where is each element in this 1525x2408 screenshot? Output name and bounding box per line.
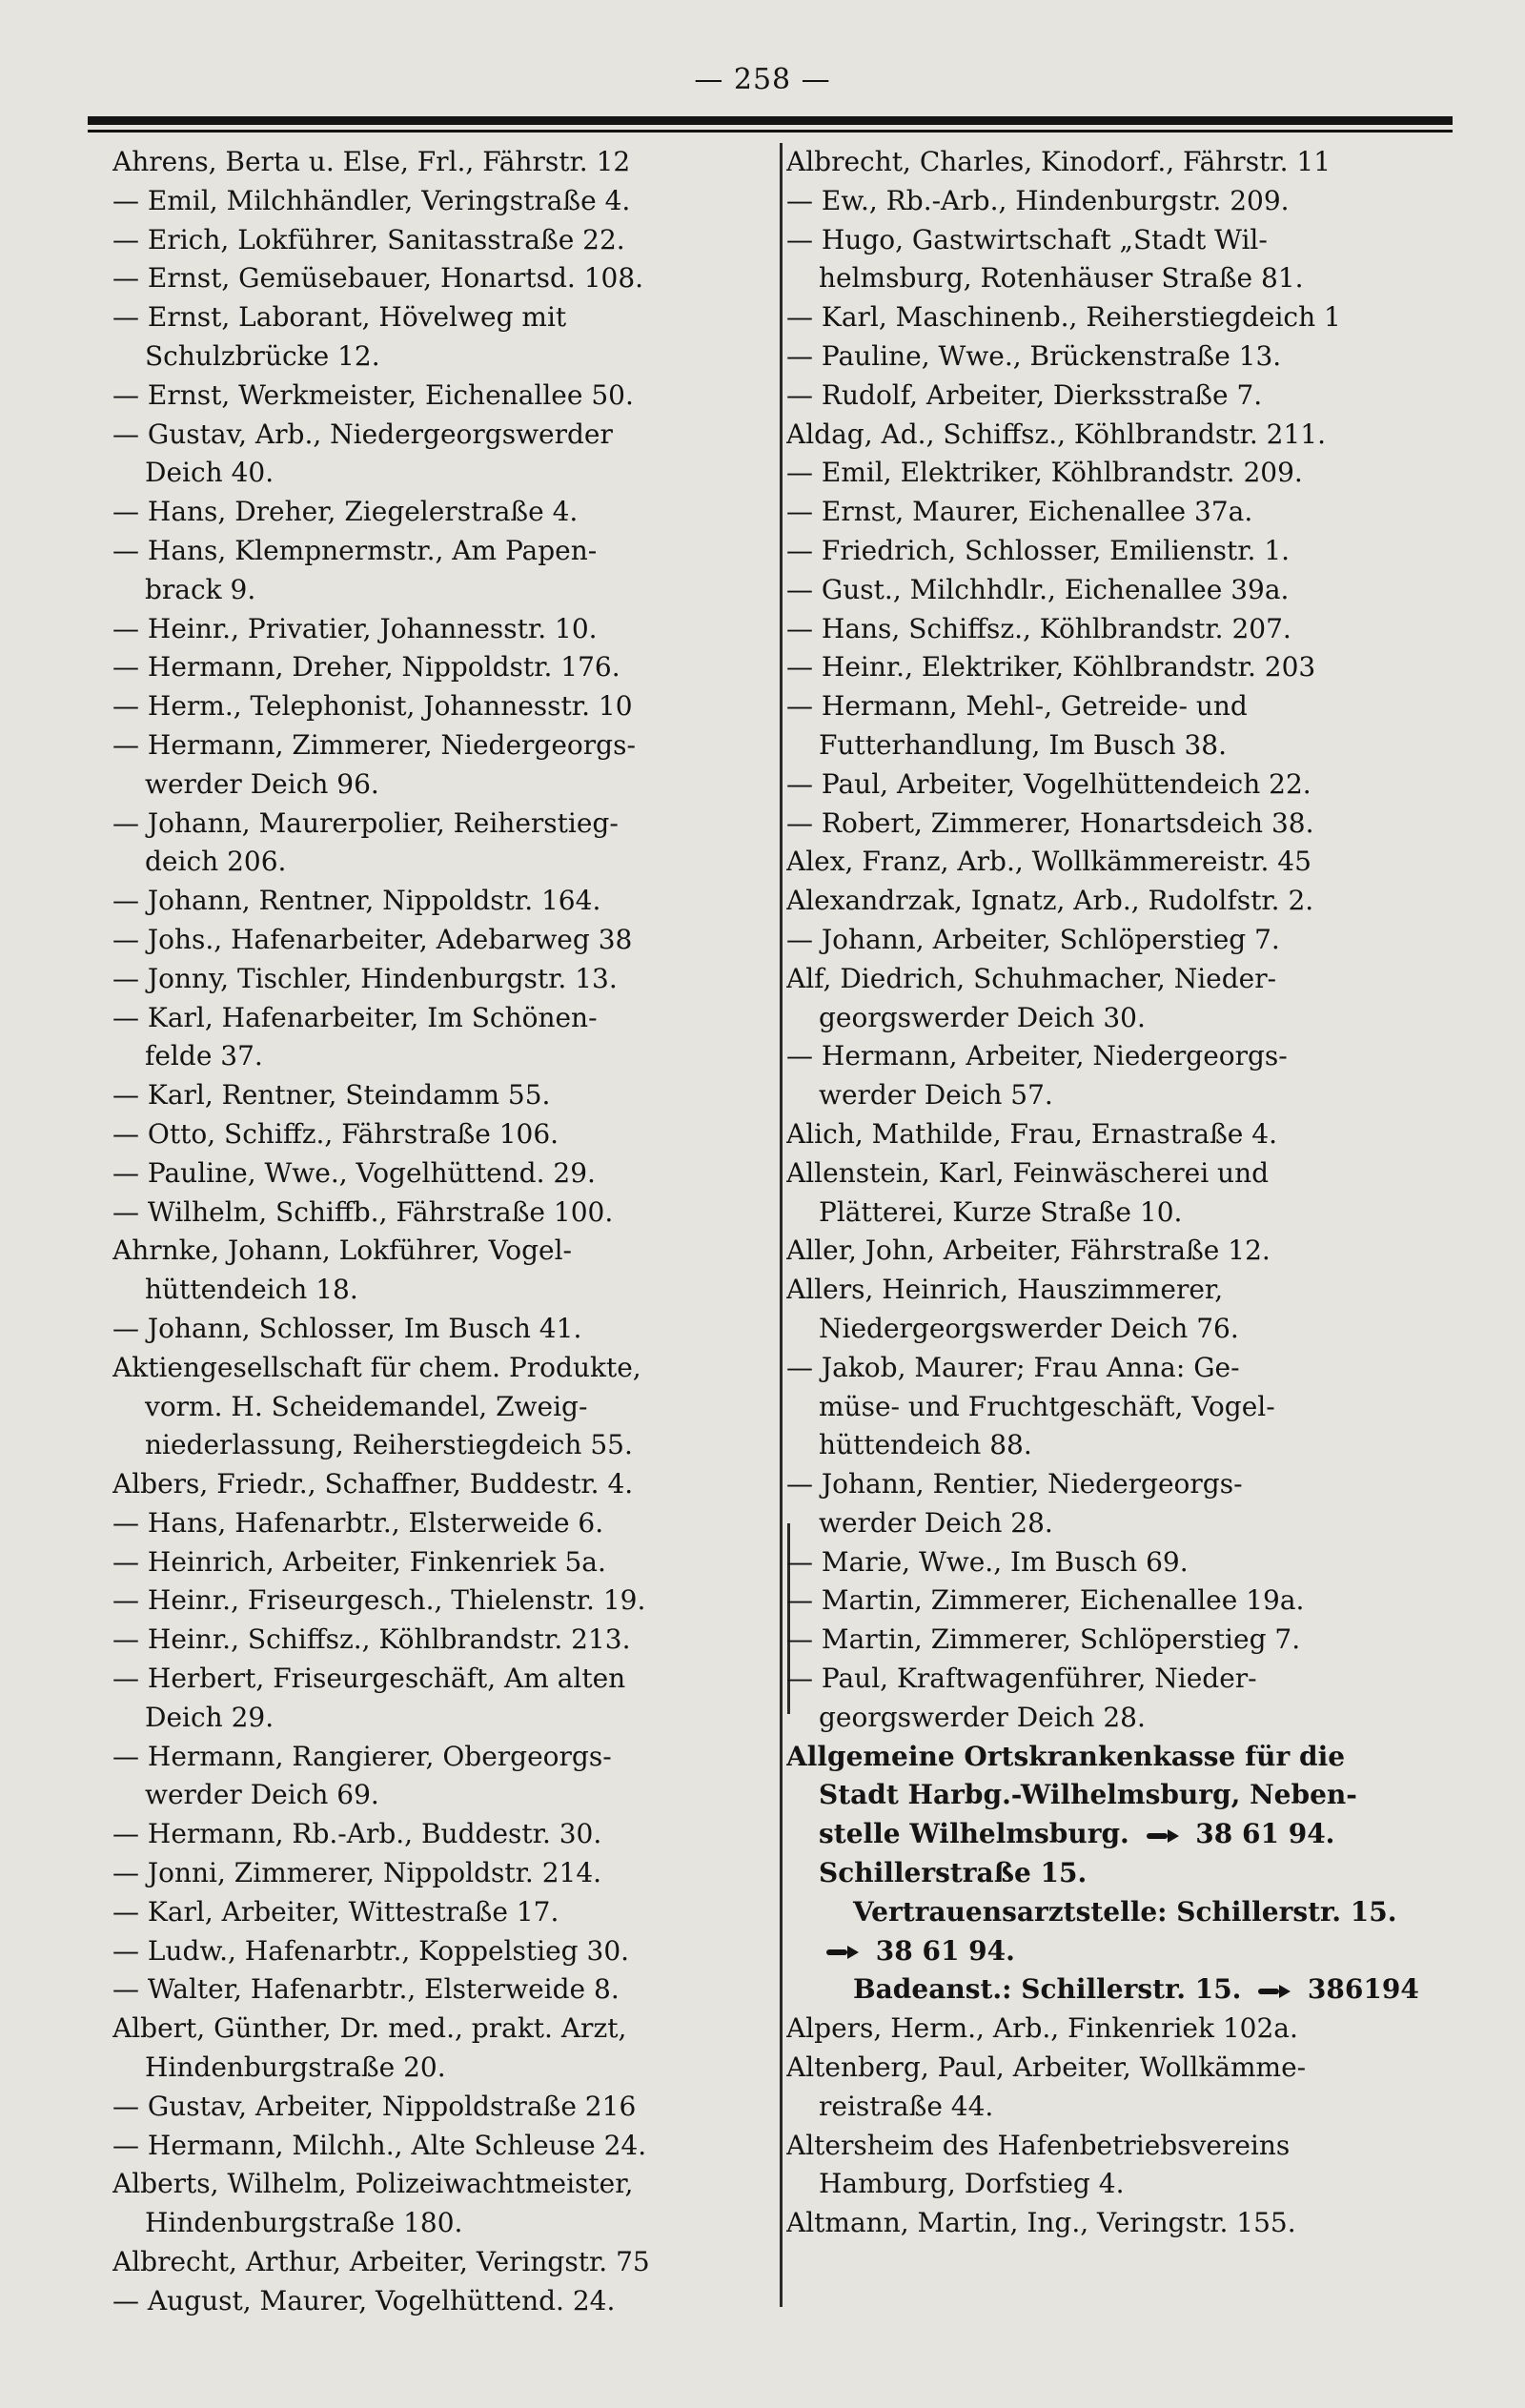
page-number: — 258 — (694, 63, 831, 96)
directory-line: Hindenburgstraße 20. (145, 2051, 446, 2084)
directory-line: — Herbert, Friseurgeschäft, Am alten (112, 1663, 626, 1695)
directory-line: Altersheim des Hafenbetriebsvereins (786, 2129, 1291, 2161)
directory-line: — Rudolf, Arbeiter, Dierksstraße 7. (786, 378, 1263, 411)
directory-line: — Erich, Lokführer, Sanitasstraße 22. (112, 223, 625, 255)
directory-line: — Marie, Wwe., Im Busch 69. (786, 1545, 1189, 1578)
telephone-icon (1258, 1985, 1291, 1998)
directory-line: Ahrens, Berta u. Else, Frl., Fährstr. 12 (112, 146, 631, 177)
directory-line: — Johann, Arbeiter, Schlöperstieg 7. (786, 923, 1280, 955)
directory-line: reistraße 44. (819, 2090, 994, 2122)
directory-line: — Gustav, Arbeiter, Nippoldstraße 216 (112, 2090, 637, 2122)
directory-line: — Hermann, Dreher, Nippoldstr. 176. (112, 651, 620, 684)
directory-line: helmsburg, Rotenhäuser Straße 81. (819, 262, 1304, 295)
directory-line: Futterhandlung, Im Busch 38. (819, 728, 1227, 761)
directory-line: deich 206. (145, 846, 287, 878)
directory-line: — Hans, Hafenarbtr., Elsterweide 6. (112, 1506, 604, 1539)
directory-line: — Herm., Telephonist, Johannesstr. 10 (112, 690, 633, 723)
directory-line: Albert, Günther, Dr. med., prakt. Arzt, (112, 2012, 627, 2045)
directory-line: niederlassung, Reiherstiegdeich 55. (145, 1429, 633, 1461)
directory-line: Hindenburgstraße 180. (145, 2207, 463, 2239)
directory-line: müse- und Fruchtgeschäft, Vogel- (819, 1390, 1275, 1422)
directory-line: — Johann, Schlosser, Im Busch 41. (112, 1312, 582, 1344)
directory-line: — Pauline, Wwe., Vogelhüttend. 29. (112, 1156, 596, 1189)
directory-line: — Karl, Arbeiter, Wittestraße 17. (112, 1895, 559, 1928)
directory-line: hüttendeich 88. (819, 1429, 1032, 1461)
directory-line: — Emil, Elektriker, Köhlbrandstr. 209. (786, 457, 1303, 489)
directory-line: — Paul, Arbeiter, Vogelhüttendeich 22. (786, 767, 1312, 800)
directory-line: — Paul, Kraftwagenführer, Nieder- (786, 1663, 1257, 1695)
directory-line: — August, Maurer, Vogelhüttend. 24. (112, 2284, 616, 2316)
directory-line: — Hermann, Mehl-, Getreide- und (786, 690, 1248, 723)
directory-line: — Johs., Hafenarbeiter, Adebarweg 38 (112, 923, 633, 955)
directory-line: — Ernst, Maurer, Eichenallee 37a. (786, 496, 1253, 528)
directory-line: — Johann, Rentier, Niedergeorgs- (786, 1468, 1243, 1500)
directory-line: werder Deich 96. (145, 767, 379, 800)
directory-line: werder Deich 28. (819, 1506, 1053, 1539)
directory-line: Albrecht, Arthur, Arbeiter, Veringstr. 75 (112, 2246, 650, 2278)
directory-line: Alberts, Wilhelm, Polizeiwachtmeister, (112, 2168, 634, 2200)
directory-line: werder Deich 57. (819, 1079, 1053, 1112)
directory-line: — Friedrich, Schlosser, Emilienstr. 1. (786, 534, 1291, 566)
directory-line: Albers, Friedr., Schaffner, Buddestr. 4. (112, 1468, 634, 1500)
directory-line: — Gustav, Arb., Niedergeorgswerder (112, 418, 613, 450)
telephone-icon (826, 1946, 859, 1959)
directory-line: Ahrnke, Johann, Lokführer, Vogel- (112, 1235, 573, 1267)
directory-line: Plätterei, Kurze Straße 10. (819, 1195, 1183, 1228)
directory-line: — Karl, Maschinenb., Reiherstiegdeich 1 (786, 301, 1341, 334)
directory-line: stelle Wilhelmsburg. 38 61 94. (819, 1818, 1335, 1850)
directory-line: — Hermann, Arbeiter, Niedergeorgs- (786, 1040, 1288, 1072)
directory-line: Allgemeine Ortskrankenkasse für die (786, 1740, 1346, 1772)
directory-line: — Ernst, Werkmeister, Eichenallee 50. (112, 378, 634, 411)
directory-line: — Hans, Schiffsz., Köhlbrandstr. 207. (786, 612, 1291, 644)
directory-line: — Hermann, Zimmerer, Niedergeorgs- (112, 728, 636, 761)
directory-line: — Karl, Hafenarbeiter, Im Schönen- (112, 1001, 598, 1033)
directory-line: — Ludw., Hafenarbtr., Koppelstieg 30. (112, 1934, 630, 1967)
left-column (112, 143, 780, 2321)
directory-line: Altenberg, Paul, Arbeiter, Wollkämme- (786, 2051, 1307, 2084)
directory-line: Badeanst.: Schillerstr. 15. 386194 (853, 1973, 1419, 2006)
right-column (786, 143, 1482, 2243)
directory-line: — Jonny, Tischler, Hindenburgstr. 13. (112, 962, 618, 994)
directory-line: — Emil, Milchhändler, Veringstraße 4. (112, 184, 631, 216)
directory-line: Allenstein, Karl, Feinwäscherei und (786, 1156, 1270, 1189)
directory-line: — Hans, Dreher, Ziegelerstraße 4. (112, 496, 579, 528)
directory-line: Schillerstraße 15. (819, 1857, 1088, 1889)
directory-line: — Martin, Zimmerer, Schlöperstieg 7. (786, 1623, 1301, 1656)
directory-line: Aktiengesellschaft für chem. Produkte, (112, 1351, 641, 1383)
directory-line: Schulzbrücke 12. (145, 339, 380, 372)
directory-line: Alex, Franz, Arb., Wollkämmereistr. 45 (786, 846, 1312, 878)
directory-line: hüttendeich 18. (145, 1274, 358, 1306)
directory-line: Alich, Mathilde, Frau, Ernastraße 4. (786, 1117, 1277, 1150)
header-rule-thick (88, 116, 1453, 125)
directory-line: — Johann, Maurerpolier, Reiherstieg- (112, 806, 619, 839)
directory-line: — Robert, Zimmerer, Honartsdeich 38. (786, 806, 1314, 839)
directory-line: — Walter, Hafenarbtr., Elsterweide 8. (112, 1973, 620, 2006)
directory-line: Stadt Harbg.-Wilhelmsburg, Neben- (819, 1779, 1357, 1811)
directory-line: Hamburg, Dorfstieg 4. (819, 2168, 1125, 2200)
directory-line: — Heinr., Schiffsz., Köhlbrandstr. 213. (112, 1623, 631, 1656)
directory-line: Deich 29. (145, 1701, 274, 1733)
directory-line: — Pauline, Wwe., Brückenstraße 13. (786, 339, 1282, 372)
directory-line: — Heinr., Privatier, Johannesstr. 10. (112, 612, 598, 644)
directory-line: Alpers, Herm., Arb., Finkenriek 102a. (786, 2012, 1298, 2045)
directory-line: felde 37. (145, 1040, 263, 1072)
directory-line: Alf, Diedrich, Schuhmacher, Nieder- (786, 962, 1277, 994)
directory-line: Alexandrzak, Ignatz, Arb., Rudolfstr. 2. (786, 885, 1314, 917)
directory-line: — Hermann, Rb.-Arb., Buddestr. 30. (112, 1818, 602, 1850)
header-rule-thin (88, 130, 1453, 133)
directory-line: brack 9. (145, 573, 256, 605)
directory-line: — Hermann, Milchh., Alte Schleuse 24. (112, 2129, 647, 2161)
directory-line: — Johann, Rentner, Nippoldstr. 164. (112, 885, 601, 917)
telephone-icon (1147, 1829, 1179, 1843)
directory-line: — Hugo, Gastwirtschaft „Stadt Wil- (786, 223, 1268, 255)
directory-line: — Hans, Klempnermstr., Am Papen- (112, 534, 598, 566)
directory-line: Aldag, Ad., Schiffsz., Köhlbrandstr. 211. (786, 418, 1326, 450)
directory-line: — Heinr., Elektriker, Köhlbrandstr. 203 (786, 651, 1316, 684)
directory-line: — Jonni, Zimmerer, Nippoldstr. 214. (112, 1857, 602, 1889)
directory-line: — Karl, Rentner, Steindamm 55. (112, 1079, 551, 1112)
directory-line: Vertrauensarztstelle: Schillerstr. 15. (853, 1895, 1397, 1928)
directory-line: 38 61 94. (786, 1932, 1482, 1971)
directory-line: Allers, Heinrich, Hauszimmerer, (786, 1274, 1224, 1306)
directory-line: — Jakob, Maurer; Frau Anna: Ge- (786, 1351, 1240, 1383)
directory-line: — Ernst, Laborant, Hövelweg mit (112, 301, 567, 334)
directory-line: Deich 40. (145, 457, 274, 489)
directory-line: — Hermann, Rangierer, Obergeorgs- (112, 1740, 612, 1772)
directory-line: — Otto, Schiffz., Fährstraße 106. (112, 1117, 559, 1150)
directory-line: — Gust., Milchhdlr., Eichenallee 39a. (786, 573, 1290, 605)
directory-line: — Ernst, Gemüsebauer, Honartsd. 108. (112, 262, 644, 295)
directory-line: Albrecht, Charles, Kinodorf., Fährstr. 11 (786, 146, 1332, 177)
directory-line: Altmann, Martin, Ing., Veringstr. 155. (786, 2207, 1296, 2239)
directory-line: Niedergeorgswerder Deich 76. (819, 1312, 1239, 1344)
directory-line: vorm. H. Scheidemandel, Zweig- (145, 1390, 588, 1422)
directory-line: — Heinrich, Arbeiter, Finkenriek 5a. (112, 1545, 606, 1578)
directory-line: Aller, John, Arbeiter, Fährstraße 12. (786, 1235, 1271, 1267)
directory-line: — Martin, Zimmerer, Eichenallee 19a. (786, 1584, 1305, 1617)
directory-line: — Heinr., Friseurgesch., Thielenstr. 19. (112, 1584, 646, 1617)
directory-line: werder Deich 69. (145, 1779, 379, 1811)
directory-line: georgswerder Deich 28. (819, 1701, 1146, 1733)
directory-line: — Ew., Rb.-Arb., Hindenburgstr. 209. (786, 184, 1290, 216)
column-divider (780, 143, 783, 2307)
directory-line: — Wilhelm, Schiffb., Fährstraße 100. (112, 1195, 614, 1228)
directory-line: georgswerder Deich 30. (819, 1001, 1146, 1033)
